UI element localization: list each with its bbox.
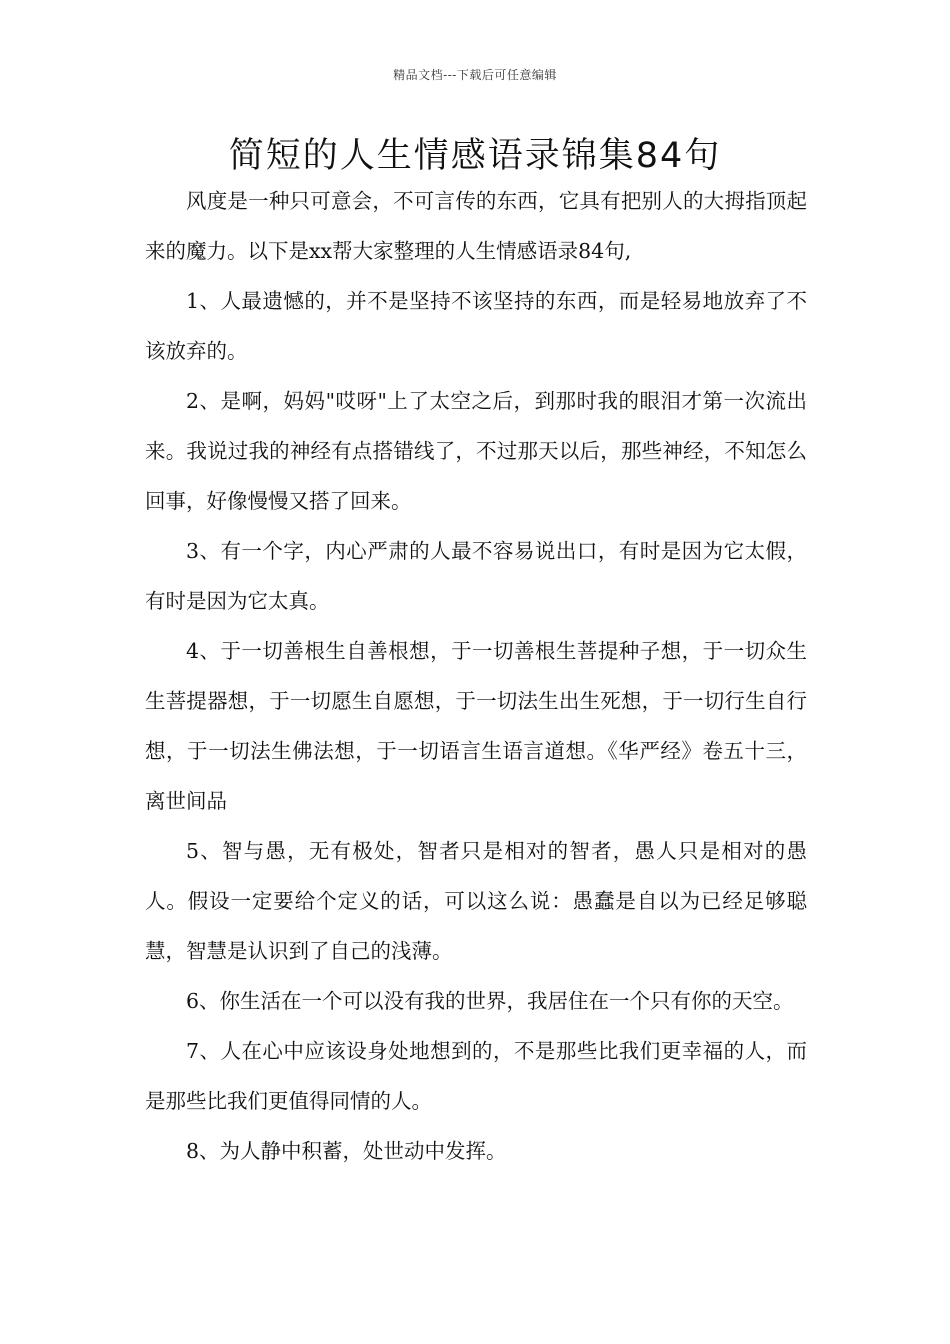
quote-item-7: 7、人在心中应该设身处地想到的，不是那些比我们更幸福的人，而是那些比我们更值得同情的人。 — [145, 1039, 807, 1113]
intro-paragraph: 风度是一种只可意会，不可言传的东西，它具有把别人的大拇指顶起来的魔力。以下是xx帮大家整理的人生情感语录84句, — [145, 189, 807, 263]
document-body — [145, 176, 807, 1176]
quote-item-4: 4、于一切善根生自善根想，于一切善根生菩提种子想，于一切众生生菩提器想，于一切愿生自愿想，于一切法生出生死想，于一切行生自行想，于一切法生佛法想，于一切语言生语言道想。《华严经》卷五十三，离世间品 — [145, 639, 807, 813]
quote-item-1: 1、人最遗憾的，并不是坚持不该坚持的东西，而是轻易地放弃了不该放弃的。 — [145, 289, 807, 363]
quote-item-3: 3、有一个字，内心严肃的人最不容易说出口，有时是因为它太假，有时是因为它太真。 — [145, 539, 807, 613]
quote-item-5: 5、智与愚，无有极处，智者只是相对的智者，愚人只是相对的愚人。假设一定要给个定义的话，可以这么说：愚蠢是自以为已经足够聪慧，智慧是认识到了自己的浅薄。 — [145, 839, 807, 963]
quote-item-6: 6、你生活在一个可以没有我的世界，我居住在一个只有你的天空。 — [186, 989, 794, 1013]
quote-item-2: 2、是啊，妈妈"哎呀"上了太空之后，到那时我的眼泪才第一次流出来。我说过我的神经有点搭错线了，不过那天以后，那些神经，不知怎么回事，好像慢慢又搭了回来。 — [145, 389, 807, 513]
header-note: 精品文档---下载后可任意编辑 — [393, 68, 557, 82]
quote-item-8: 8、为人静中积蓄，处世动中发挥。 — [186, 1139, 507, 1163]
document-title: 简短的人生情感语录锦集84句 — [228, 136, 722, 176]
